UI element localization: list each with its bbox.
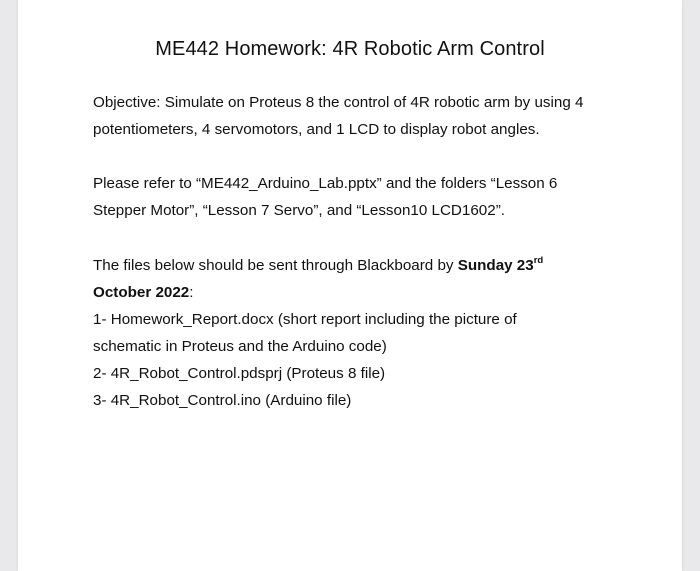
deadline-month-year: October 2022 (93, 284, 190, 301)
reference-line-2: Stepper Motor”, “Lesson 7 Servo”, and “Lesson10 LCD1602”. (93, 202, 505, 219)
objective-line-2: potentiometers, 4 servomotors, and 1 LCD to display robot angles. (93, 121, 540, 138)
deadline-suffix: rd (533, 255, 544, 266)
file-item-3: 3- 4R_Robot_Control.ino (Arduino file) (93, 392, 352, 409)
objective-paragraph (93, 89, 633, 143)
reference-line-1: Please refer to “ME442_Arduino_Lab.pptx” and the folders “Lesson 6 (93, 175, 558, 192)
document-title: ME442 Homework: 4R Robotic Arm Control (155, 38, 545, 60)
submission-intro-line (93, 252, 633, 279)
objective-line-1: Objective: Simulate on Proteus 8 the control of 4R robotic arm by using 4 (93, 94, 584, 111)
submission-intro: The files below should be sent through Blackboard by (93, 257, 458, 274)
reference-paragraph (93, 170, 633, 224)
document-page (18, 0, 682, 571)
file-item-1-line-1: 1- Homework_Report.docx (short report including the picture of (93, 311, 517, 328)
submission-paragraph (93, 252, 633, 414)
deadline-line (93, 279, 633, 306)
deadline-day: Sunday 23 (457, 257, 534, 274)
deadline-colon: : (189, 284, 194, 301)
file-item-1-line-2: schematic in Proteus and the Arduino code) (93, 338, 387, 355)
file-item-2: 2- 4R_Robot_Control.pdsprj (Proteus 8 file) (93, 365, 386, 382)
